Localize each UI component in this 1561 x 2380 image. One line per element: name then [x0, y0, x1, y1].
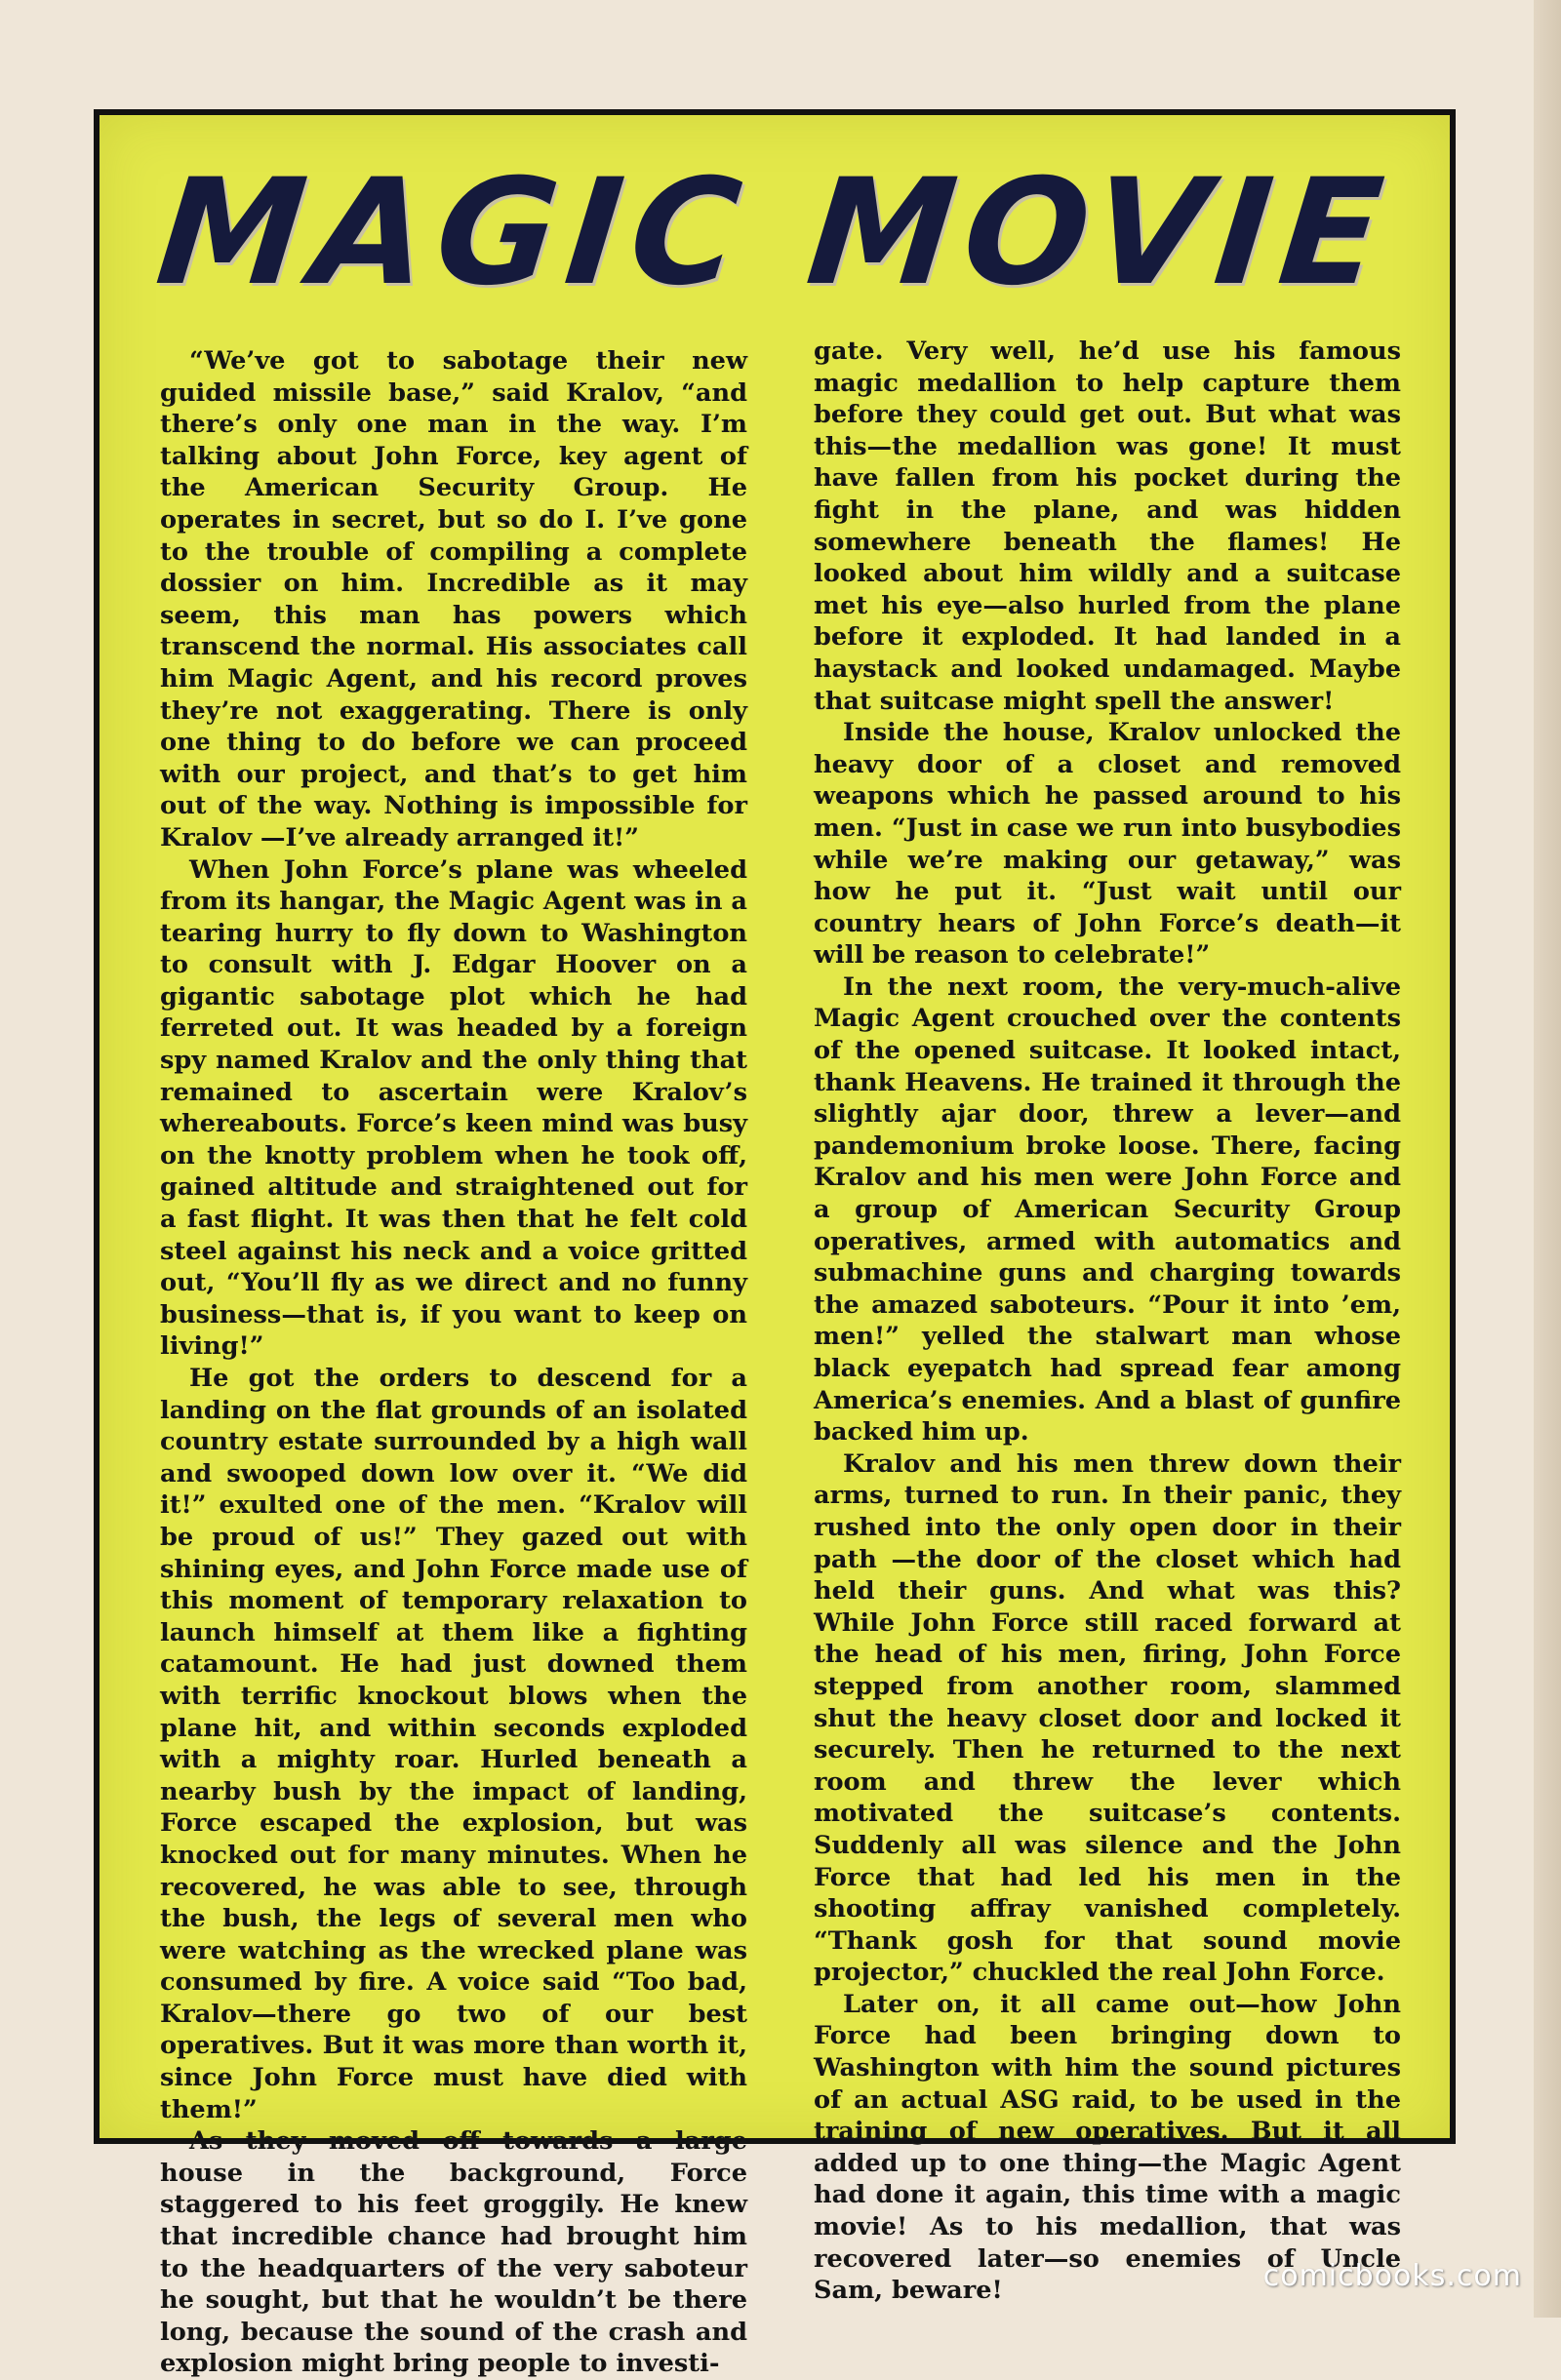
paragraph: In the next room, the very-much-alive Magic Agent crouched over the contents of the opened suitcase. It looked intact, thank Heavens. He trained it through the slightly ajar door, threw a lever—and pandemonium broke loose. There, facing Kralov and his men were John Force and a group of American Security Group operatives, armed with automatics and submachine guns and charging towards the amazed saboteurs. “Pour it into ’em, men!” yelled the stalwart man whose black eyepatch had spread fear among America’s enemies. And a blast of gunfire backed him up. — [814, 972, 1401, 1448]
paragraph: Kralov and his men threw down their arms, turned to run. In their panic, they rushed into the only open door in their path —the door of the closet which had held their guns. And what was this? While John Force still raced forward at the head of his men, firing, John Force stepped from another room, slammed shut the heavy closet door and locked it securely. Then he returned to the next room and threw the lever which motivated the suitcase’s contents. Suddenly all was silence and the John Force that had led his men in the shooting affray vanished completely. “Thank gosh for that sound movie projector,” chuckled the real John Force. — [814, 1448, 1401, 1988]
paragraph: Inside the house, Kralov unlocked the heavy door of a closet and removed weapons which he passed around to his men. “Just in case we run into busybodies while we’re making our getaway,” was how he put it. “Just wait until our country hears of John Force’s death—it will be reason to celebrate!” — [814, 718, 1401, 971]
site-watermark: comicbooks.com — [1262, 2259, 1522, 2293]
paper-edge — [1534, 0, 1561, 2318]
paragraph: Later on, it all came out—how John Force had been bringing down to Washington with him the sound pictures of an actual ASG raid, to be used in the training of new operatives. But it all added up to one thing—the Magic Agent had done it again, this time with a magic movie! As to his medallion, that was recovered later—so enemies of Uncle Sam, beware! — [814, 1989, 1401, 2306]
story-title: MAGIC MOVIE — [149, 148, 1400, 318]
paragraph: When John Force’s plane was wheeled from its hangar, the Magic Agent was in a tearing hurry to fly down to Washington to consult with J. Edgar Hoover on a gigantic sabotage plot which he had ferreted out. It was headed by a foreign spy named Kralov and the only thing that remained to ascertain were Kralov’s whereabouts. Force’s keen mind was busy on the knotty problem when he took off, gained altitude and straightened out for a fast flight. It was then that he felt cold steel against his neck and a voice gritted out, “You’ll fly as we direct and no funny business—that is, if you want to keep on living!” — [160, 854, 747, 1362]
paragraph: gate. Very well, he’d use his famous magic medallion to help capture them before they could get out. But what was this—the medallion was gone! It must have fallen from his pocket during the fight in the plane, and was hidden somewhere beneath the flames! He looked about him wildly and a suitcase met his eye—also hurled from the plane before it exploded. It had landed in a haystack and looked undamaged. Maybe that suitcase might spell the answer! — [814, 337, 1401, 716]
paragraph: “We’ve got to sabotage their new guided missile base,” said Kralov, “and there’s only one man in the way. I’m talking about John Force, key agent of the American Security Group. He operates in secret, but so do I. I’ve gone to the trouble of compiling a complete dossier on him. Incredible as it may seem, this man has powers which transcend the normal. His associates call him Magic Agent, and his record proves they’re not exaggerating. There is only one thing to do before we can proceed with our project, and that’s to get him out of the way. Nothing is impossible for Kralov —I’ve already arranged it!” — [160, 346, 747, 853]
paragraph: He got the orders to descend for a landing on the flat grounds of an isolated country estate surrounded by a high wall and swooped down low over it. “We did it!” exulted one of the men. “Kralov will be proud of us!” They gazed out with shining eyes, and John Force made use of this moment of temporary relaxation to launch himself at them like a fighting catamount. He had just downed them with terrific knockout blows when the plane hit, and within seconds exploded with a mighty roar. Hurled beneath a nearby bush by the impact of landing, Force escaped the explosion, but was knocked out for many minutes. When he recovered, he was able to see, through the bush, the legs of several men who were watching as the wrecked plane was consumed by fire. A voice said “Too bad, Kralov—there go two of our best operatives. But it was more than worth it, since John Force must have died with them!” — [160, 1364, 747, 2124]
left-column — [160, 345, 747, 2379]
paragraph: As they moved off towards a large house in the background, Force staggered to his feet groggily. He knew that incredible chance had brought him to the headquarters of the very saboteur he sought, but that he wouldn’t be there long, because the sound of the crash and explosion might bring people to investi- — [160, 2126, 747, 2379]
